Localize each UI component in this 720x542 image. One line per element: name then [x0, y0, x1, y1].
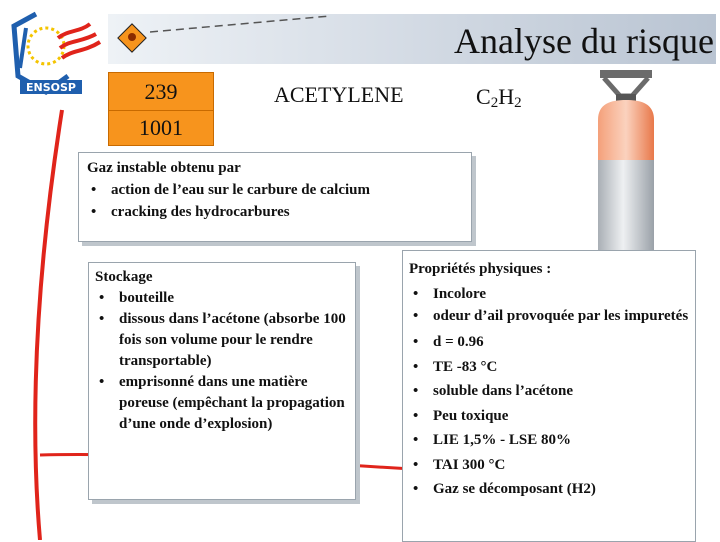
hazard-number-panel [108, 72, 214, 113]
storage-heading: Stockage [95, 269, 153, 285]
storage-info-panel [88, 262, 356, 500]
chemical-formula [476, 84, 522, 112]
dashed-line-decoration [150, 14, 330, 44]
properties-list [409, 282, 689, 502]
ensosp-logo [6, 6, 106, 101]
list-item: • Incolore [409, 282, 689, 307]
list-item: • TAI 300 °C [409, 453, 689, 478]
list-item: • LIE 1,5% - LSE 80% [409, 428, 689, 453]
list-item: • emprisonné dans une matière poreuse (empêchant la propagation d’une onde d’explosion) [95, 372, 349, 435]
production-heading: Gaz instable obtenu par [87, 160, 241, 176]
storage-list [95, 288, 349, 435]
list-item: • Gaz se décomposant (H2) [409, 477, 689, 502]
formula-c: C [476, 84, 491, 109]
list-item: • odeur d’ail provoquée par les impuretés [409, 306, 689, 327]
list-item: • d = 0.96 [409, 330, 689, 355]
formula-c-subscript: 2 [490, 95, 499, 111]
properties-heading: Propriétés physiques : [409, 261, 552, 277]
page-title: Analyse du risque [454, 21, 714, 61]
list-item: • action de l’eau sur le carbure de calcium [87, 179, 463, 201]
list-item: • soluble dans l’acétone [409, 379, 689, 404]
production-list [87, 179, 463, 223]
production-info-panel [78, 152, 472, 242]
un-number-panel [108, 110, 214, 146]
hazard-number: 239 [144, 79, 178, 104]
logo-text: ENSOSP [26, 81, 76, 94]
list-item: • cracking des hydrocarbures [87, 201, 463, 223]
list-item: • dissous dans l’acétone (absorbe 100 fois son volume pour le rendre transportable) [95, 309, 349, 372]
list-item: • TE -83 °C [409, 355, 689, 380]
list-item: • Peu toxique [409, 404, 689, 429]
product-name: ACETYLENE [274, 82, 404, 107]
physical-properties-panel [402, 250, 696, 542]
list-item: • bouteille [95, 288, 349, 309]
hazard-diamond-icon [116, 22, 148, 54]
formula-h: H [498, 84, 515, 109]
formula-h-subscript: 2 [514, 95, 522, 111]
un-number: 1001 [139, 115, 183, 140]
